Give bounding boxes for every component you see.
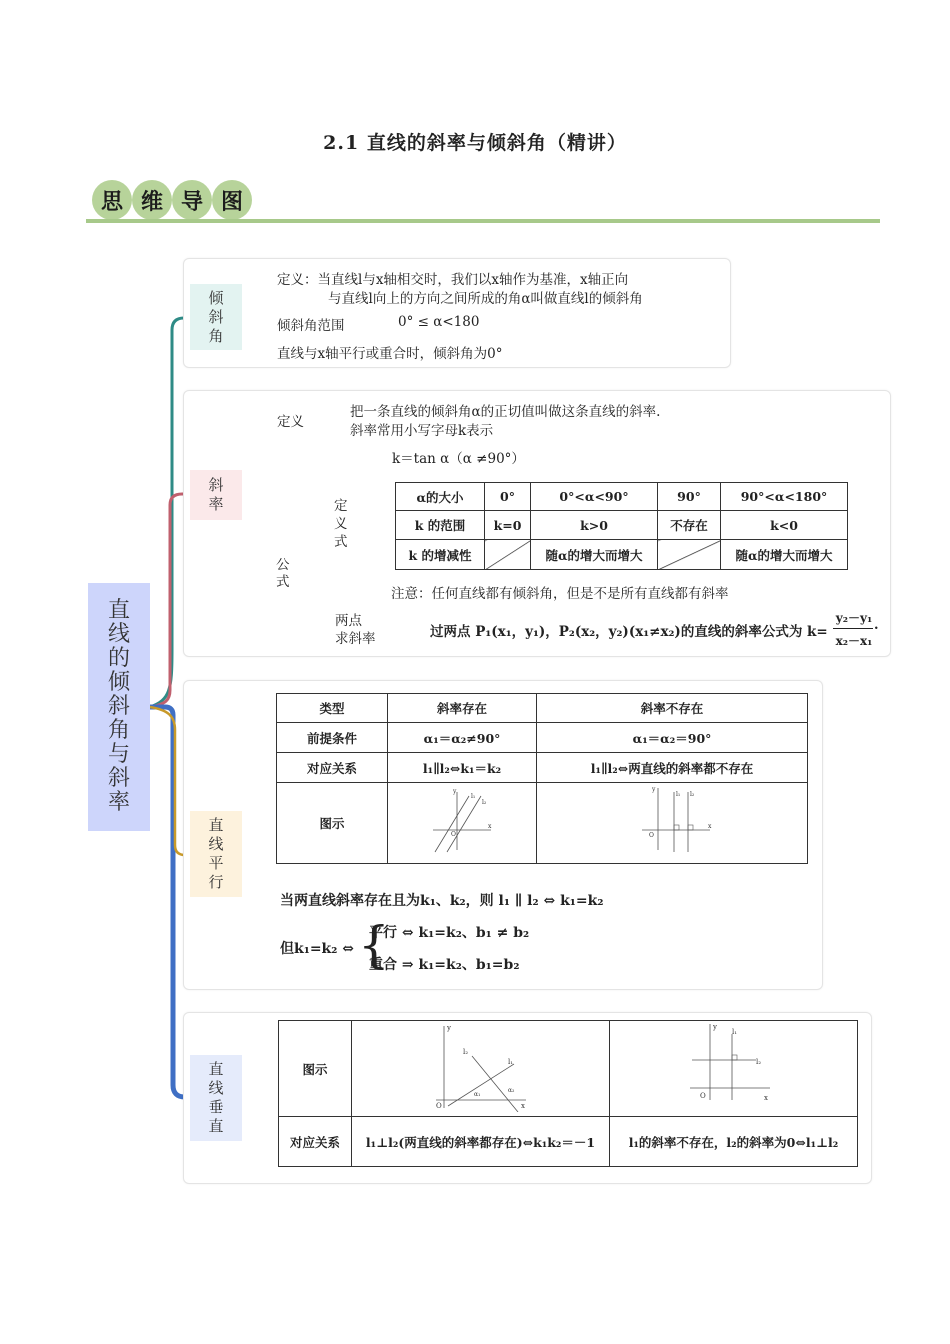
table-row bbox=[279, 1117, 858, 1167]
parallel-table bbox=[276, 693, 808, 864]
table-cell: 斜率存在 bbox=[388, 694, 537, 723]
parallel-case-2: 重合 ⇒ k₁=k₂、b₁=b₂ bbox=[369, 957, 520, 973]
table-cell: 随α的增大而增大 bbox=[721, 540, 848, 570]
table-cell: 90° bbox=[658, 483, 721, 511]
central-char: 角 bbox=[107, 718, 130, 743]
fig-origin-label: O bbox=[451, 831, 456, 838]
fig-l1-label: l₁ bbox=[471, 793, 476, 800]
fig-origin-label: O bbox=[649, 832, 654, 839]
vertical-lines-figure bbox=[636, 784, 716, 856]
central-topic-label bbox=[108, 599, 130, 815]
slope-label: 斜 率 bbox=[190, 470, 242, 520]
fig-l2-label: l₂ bbox=[463, 1048, 469, 1056]
fig-origin-label: O bbox=[700, 1092, 706, 1100]
table-cell: k=0 bbox=[485, 511, 531, 540]
central-topic bbox=[88, 583, 150, 831]
inclination-range-value: 0° ≤ α<180 bbox=[398, 314, 480, 330]
fig-y-label: y bbox=[447, 1024, 451, 1032]
slope-range-table bbox=[395, 482, 848, 570]
table-row bbox=[277, 753, 808, 783]
table-row bbox=[396, 483, 848, 511]
central-char: 线 bbox=[107, 622, 130, 647]
fig-x-label: x bbox=[521, 1102, 525, 1110]
slope-fraction-denominator: x₂－x₁ bbox=[835, 634, 873, 648]
table-cell: α₁＝α₂≠90° bbox=[388, 723, 537, 753]
table-cell: α的大小 bbox=[396, 483, 485, 511]
table-row bbox=[277, 723, 808, 753]
table-cell: 对应关系 bbox=[279, 1117, 352, 1167]
central-char: 斜 bbox=[107, 766, 130, 791]
inclination-parallel-note: 直线与x轴平行或重合时，倾斜角为0° bbox=[277, 346, 503, 362]
parallel-label: 直 线 平 行 bbox=[190, 811, 242, 897]
inclination-definition-line1: 定义：当直线l与x轴相交时，我们以x轴作为基准，x轴正向 bbox=[277, 272, 629, 288]
table-cell: l₁∥l₂⇔k₁＝k₂ bbox=[388, 753, 537, 783]
table-cell: k 的范围 bbox=[396, 511, 485, 540]
fig-alpha1-label: α₁ bbox=[474, 1091, 481, 1098]
fig-l2-label: l₂ bbox=[482, 799, 487, 806]
table-cell: k 的增减性 bbox=[396, 540, 485, 570]
banner-char: 维 bbox=[132, 180, 172, 220]
slope-formula-label: 公 式 bbox=[276, 557, 290, 590]
slope-fraction-numerator: y₂－y₁ bbox=[835, 611, 873, 625]
slope-tan-formula: k＝tan α（α ≠90°） bbox=[392, 451, 525, 467]
slope-definition-line1: 把一条直线的倾斜角α的正切值叫做这条直线的斜率. bbox=[350, 404, 661, 420]
table-cell: l₁的斜率不存在，l₂的斜率为0⇔l₁⊥l₂ bbox=[610, 1117, 858, 1167]
fig-x-label: x bbox=[764, 1094, 768, 1102]
table-cell: 90°<α<180° bbox=[721, 483, 848, 511]
fig-l2-label: l₂ bbox=[756, 1058, 762, 1066]
central-char: 的 bbox=[107, 646, 130, 671]
slope-fraction-dot: . bbox=[874, 618, 879, 633]
inclination-label: 倾 斜 角 bbox=[190, 284, 242, 350]
table-cell: 图示 bbox=[279, 1021, 352, 1117]
parallel-but: 但k₁=k₂ ⇔ bbox=[280, 941, 354, 957]
table-cell: 0°<α<90° bbox=[531, 483, 658, 511]
fig-y-label: y bbox=[713, 1023, 717, 1031]
banner-char: 导 bbox=[172, 180, 212, 220]
table-cell: 前提条件 bbox=[277, 723, 388, 753]
fig-y-label: y bbox=[652, 786, 656, 793]
table-cell: 不存在 bbox=[658, 511, 721, 540]
fig-l1-label: l₁ bbox=[676, 791, 681, 798]
table-cell: k>0 bbox=[531, 511, 658, 540]
slope-twopoint-text: 过两点 P₁(x₁，y₁)，P₂(x₂，y₂)(x₁≠x₂)的直线的斜率公式为 k= bbox=[430, 624, 828, 640]
parallel-case-1: 平行 ⇔ k₁=k₂、b₁ ≠ b₂ bbox=[369, 925, 530, 941]
slope-definition-label: 定义 bbox=[277, 414, 304, 430]
slope-fraction-bar bbox=[833, 628, 873, 629]
fig-l1-label: l₁ bbox=[508, 1058, 514, 1066]
axis-perpendicular-figure bbox=[686, 1020, 776, 1106]
fig-l2-label: l₂ bbox=[690, 791, 695, 798]
page-title: 2.1 直线的斜率与倾斜角（精讲） bbox=[323, 132, 627, 154]
central-char: 斜 bbox=[107, 694, 130, 719]
slope-note: 注意：任何直线都有倾斜角，但是不是所有直线都有斜率 bbox=[391, 586, 729, 602]
table-cell: 斜率不存在 bbox=[537, 694, 808, 723]
parallel-brace: { bbox=[358, 916, 390, 974]
fig-l1-label: l₁ bbox=[732, 1028, 738, 1036]
inclination-definition-line2: 与直线l向上的方向之间所成的角α叫做直线l的倾斜角 bbox=[328, 291, 643, 307]
fig-x-label: x bbox=[708, 823, 712, 830]
table-cell: 类型 bbox=[277, 694, 388, 723]
table-cell: α₁＝α₂＝90° bbox=[537, 723, 808, 753]
table-row bbox=[396, 511, 848, 540]
perpendicular-lines-figure bbox=[430, 1022, 530, 1112]
inclination-range-label: 倾斜角范围 bbox=[277, 318, 345, 334]
parallel-lines-figure bbox=[425, 786, 495, 856]
fig-x-label: x bbox=[488, 823, 492, 830]
table-row bbox=[277, 783, 808, 864]
slope-defform-label: 定 义 式 bbox=[334, 498, 348, 550]
table-cell: l₁⊥l₂(两直线的斜率都存在)⇔k₁k₂＝－1 bbox=[352, 1117, 610, 1167]
parallel-rule: 当两直线斜率存在且为k₁、k₂，则 l₁ ∥ l₂ ⇔ k₁=k₂ bbox=[280, 893, 604, 909]
central-char: 率 bbox=[107, 790, 130, 815]
central-char: 与 bbox=[107, 742, 130, 767]
fig-alpha2-label: α₂ bbox=[508, 1087, 515, 1094]
table-cell-diagonal bbox=[658, 540, 721, 570]
slope-definition-line2: 斜率常用小写字母k表示 bbox=[350, 423, 494, 439]
slope-twopoint-label: 两点 求斜率 bbox=[335, 613, 376, 647]
table-cell: 随α的增大而增大 bbox=[531, 540, 658, 570]
central-char: 倾 bbox=[107, 670, 130, 695]
central-char: 直 bbox=[107, 598, 130, 623]
table-cell-diagonal bbox=[485, 540, 531, 570]
fig-origin-label: O bbox=[436, 1102, 442, 1110]
table-cell: 图示 bbox=[277, 783, 388, 864]
table-cell: k<0 bbox=[721, 511, 848, 540]
table-cell: l₁∥l₂⇔两直线的斜率都不存在 bbox=[537, 753, 808, 783]
table-cell: 对应关系 bbox=[277, 753, 388, 783]
banner-char: 思 bbox=[92, 180, 132, 220]
table-row bbox=[396, 540, 848, 570]
table-cell: 0° bbox=[485, 483, 531, 511]
table-row bbox=[277, 694, 808, 723]
perpendicular-label: 直 线 垂 直 bbox=[190, 1055, 242, 1141]
fig-y-label: y bbox=[453, 788, 457, 795]
banner-char: 图 bbox=[212, 180, 252, 220]
